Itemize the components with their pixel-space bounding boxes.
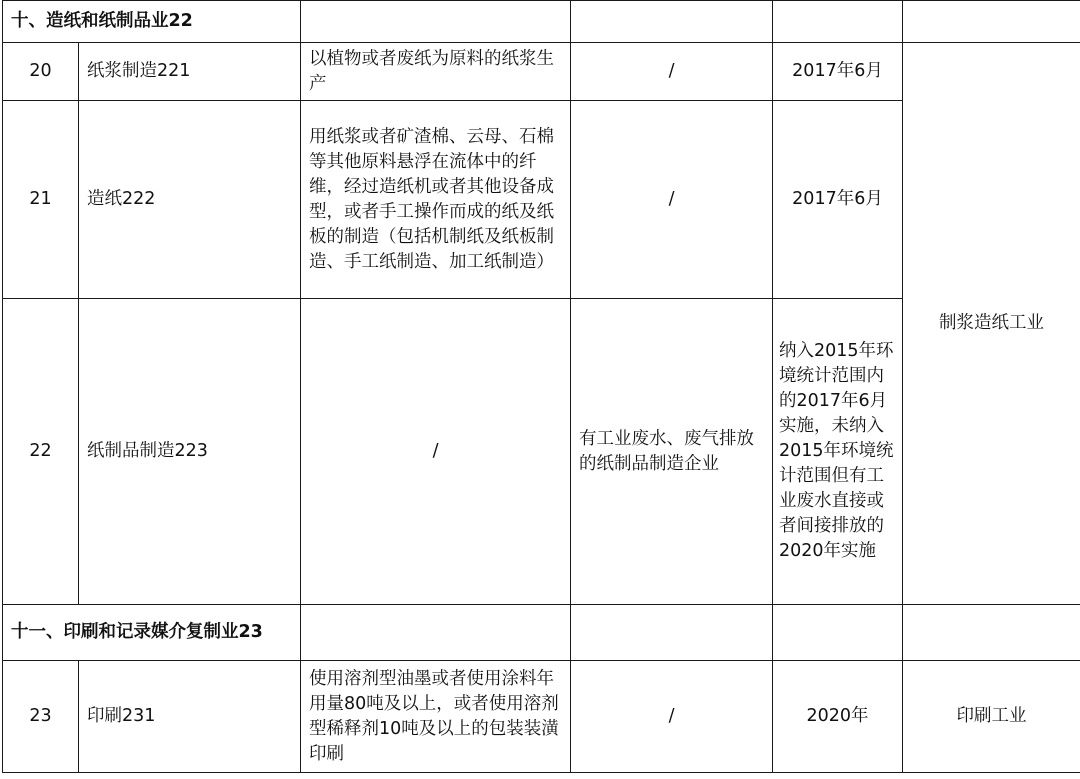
empty-cell bbox=[571, 1, 773, 43]
empty-cell bbox=[301, 1, 571, 43]
empty-cell bbox=[903, 605, 1080, 661]
date-cell: 纳入2015年环境统计范围内的2017年6月实施，未纳入2015年环境统计范围但有工业废水直接或者间接排放的2020年实施 bbox=[773, 299, 903, 605]
industry-category: 制浆造纸工业 bbox=[903, 43, 1080, 605]
industry-name: 印刷231 bbox=[79, 661, 301, 773]
industry-category: 印刷工业 bbox=[903, 661, 1080, 773]
empty-cell bbox=[301, 605, 571, 661]
industry-name: 纸浆制造221 bbox=[79, 43, 301, 101]
table-row bbox=[3, 43, 1080, 101]
scope-cell: / bbox=[301, 299, 571, 605]
industry-name: 纸制品制造223 bbox=[79, 299, 301, 605]
section-header-row bbox=[3, 1, 1080, 43]
row-number: 22 bbox=[3, 299, 79, 605]
empty-cell bbox=[903, 1, 1080, 43]
section-header-row bbox=[3, 605, 1080, 661]
date-cell: 2020年 bbox=[773, 661, 903, 773]
industry-name: 造纸222 bbox=[79, 101, 301, 299]
row-number: 23 bbox=[3, 661, 79, 773]
empty-cell bbox=[773, 1, 903, 43]
permit-industry-table bbox=[2, 0, 1080, 773]
date-cell: 2017年6月 bbox=[773, 43, 903, 101]
row-number: 21 bbox=[3, 101, 79, 299]
threshold-cell: / bbox=[571, 43, 773, 101]
scope-cell: 以植物或者废纸为原料的纸浆生产 bbox=[301, 43, 571, 101]
empty-cell bbox=[773, 605, 903, 661]
section-title: 十一、印刷和记录媒介复制业23 bbox=[3, 605, 301, 661]
row-number: 20 bbox=[3, 43, 79, 101]
scope-cell: 用纸浆或者矿渣棉、云母、石棉等其他原料悬浮在流体中的纤维，经过造纸机或者其他设备成型，或者手工操作而成的纸及纸板的制造（包括机制纸及纸板制造、手工纸制造、加工纸制造） bbox=[301, 101, 571, 299]
threshold-cell: 有工业废水、废气排放的纸制品制造企业 bbox=[571, 299, 773, 605]
scope-cell: 使用溶剂型油墨或者使用涂料年用量80吨及以上，或者使用溶剂型稀释剂10吨及以上的包装装潢印刷 bbox=[301, 661, 571, 773]
threshold-cell: / bbox=[571, 101, 773, 299]
threshold-cell: / bbox=[571, 661, 773, 773]
date-cell: 2017年6月 bbox=[773, 101, 903, 299]
table-row bbox=[3, 661, 1080, 773]
empty-cell bbox=[571, 605, 773, 661]
section-title: 十、造纸和纸制品业22 bbox=[3, 1, 301, 43]
